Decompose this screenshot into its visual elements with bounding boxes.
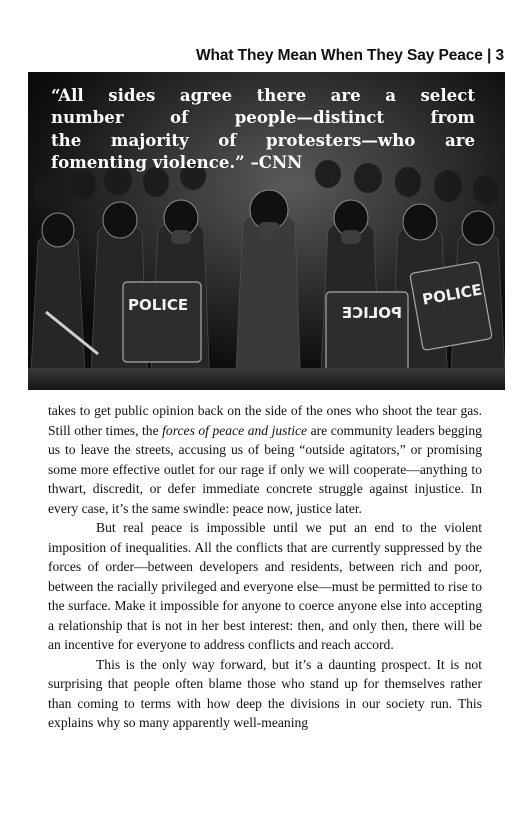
paragraph-text: takes to get public opinion back on the side of the ones who shoot the tear gas. Still other times, the — [48, 403, 482, 438]
pull-quote-line: number of people—distinct from — [51, 107, 475, 128]
paragraph — [48, 401, 482, 518]
running-header: What They Mean When They Say Peace | 3 — [195, 47, 504, 64]
paragraph: But real peace is impossible until we put an end to the violent imposition of inequalities. All the conflicts that are currently suppressed by the forces of order—between developers and residents, between rich and poor, between the racially privileged and everyone else—must be permitted to rise to the surface. Make it impossible for anyone to coerce anyone else into accepting a relationship that is not in her best interest: then, and only then, there will be an incentive for everyone to address conflicts and reach accord. — [48, 520, 482, 652]
paragraph-text: are community leaders begging us to leave the streets, accusing us of being “outside agitators,” or promising some more effective outlet for our rage if only we will cooperate—anything to thwart, discredit, or defer immediate concrete struggle against injustice. In every case, it’s the same swindle: peace now, justice later. — [48, 422, 482, 516]
body-text — [48, 401, 482, 733]
pull-quote-line: fomenting violence.” –CNN — [51, 152, 303, 173]
pull-quote-line: “All sides agree there are a select — [51, 85, 475, 105]
paragraph: This is the only way forward, but it’s a daunting prospect. It is not surprising that people often blame those who stand up for themselves rather than coming to terms with how deep the divisions in our society run. This explains why so many apparently well-meaning — [48, 656, 482, 730]
shield-label-right: POLICE — [420, 280, 484, 309]
police-line-photo — [28, 72, 505, 390]
pull-quote — [51, 84, 475, 174]
emphasis-text: forces of peace and justice — [162, 422, 308, 438]
shield-label-left: POLICE — [128, 296, 189, 314]
shield-label-center: POLICE — [341, 304, 402, 322]
pull-quote-line: the majority of protesters—who are — [51, 129, 475, 150]
